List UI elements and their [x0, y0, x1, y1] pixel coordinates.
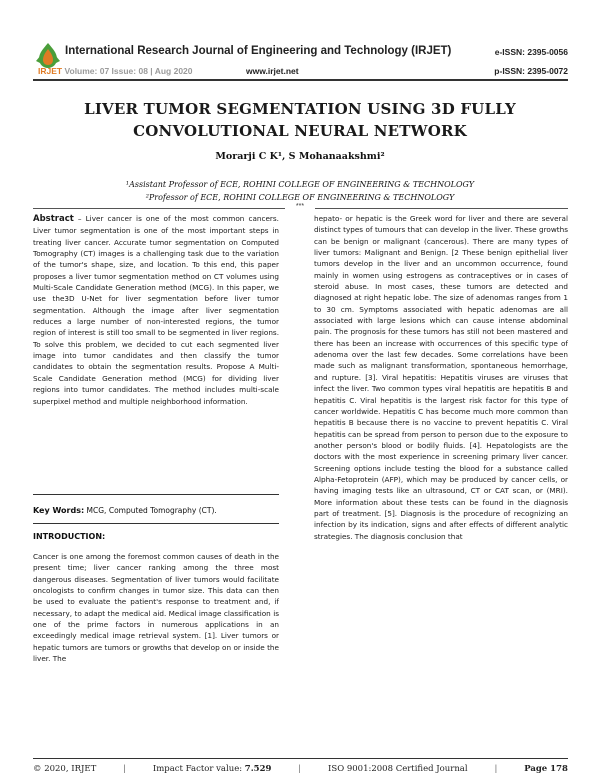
divider-mark: *** — [285, 203, 315, 210]
keywords — [33, 506, 279, 515]
keywords-text: MCG, Computed Tomography (CT). — [84, 506, 217, 515]
page-value: 178 — [550, 764, 568, 774]
logo-text: IRJET — [38, 66, 63, 76]
footer-sep-2: | — [298, 764, 302, 774]
page-label: Page — [524, 764, 551, 774]
abstract-block — [33, 213, 279, 407]
introduction-left-text — [33, 551, 279, 664]
journal-title: International Research Journal of Engineering and Technology (IRJET) — [65, 45, 452, 57]
keywords-bottom-rule — [33, 523, 279, 524]
volume-info — [38, 66, 193, 76]
affiliation-1: ¹Assistant Professor of ECE, ROHINI COLLEGE OF ENGINEERING & TECHNOLOGY — [125, 180, 475, 189]
introduction-heading: INTRODUCTION: — [33, 532, 106, 541]
footer-sep-3: | — [494, 764, 498, 774]
footer-divider — [33, 758, 568, 759]
impact-label: Impact Factor value: — [152, 764, 245, 774]
footer-sep-1: | — [123, 764, 127, 774]
affiliation-2: ²Professor of ECE, ROHINI COLLEGE OF ENGINEERING & TECHNOLOGY — [145, 193, 455, 202]
page-footer — [33, 764, 568, 774]
keywords-top-rule — [33, 494, 279, 495]
paper-title: LIVER TUMOR SEGMENTATION USING 3D FULLY CONVOLUTIONAL NEURAL NETWORK — [84, 100, 516, 140]
intro-left-paragraph: Cancer is one among the foremost common causes of death in the present time; liver cancer ranking among the three most dangerous diseases. Segmentation of liver tumors would facilitate oncologists to confirm changes in tumor size. This data can then be used to evaluate the patient's response to treatment and, if necessary, to adapt the medical aid. Medical image classification is one of the prime factors in numerous applications in an exceedingly medical image retrieval system. [1]. Liver tumors or hepatic tumors are tumors or growths that develop on or inside the liver. The — [33, 552, 279, 664]
p-issn: p-ISSN: 2395-0072 — [494, 66, 568, 76]
e-issn: e-ISSN: 2395-0056 — [494, 47, 568, 57]
abstract-label: Abstract — [33, 214, 74, 224]
impact-factor — [153, 764, 272, 774]
introduction-right-text — [314, 213, 568, 542]
iso-cert: ISO 9001:2008 Certified Journal — [328, 764, 468, 774]
abstract-text: – Liver cancer is one of the most common cancers. Liver tumor segmentation is one of the most important steps in treating liver cancer. Accurate tumor segmentation on Computed Tomography (CT) images is a challenging task due to the variation of the tumor's shape, size, and location. To this end, this paper proposes a liver tumor segmentation method on CT volumes using Multi-Scale Candidate Generation method (MCG). In this paper, we use the3D U-Net for liver segmentation before liver tumor segmentation. Although the image after liver segmentation reduces a large number of non-interested regions, the tumor region of interest is still too small to be segmented in liver regions. To solve this problem, we decided to cut each segmented liver image into tumor candidates and then classify the tumor candidates to obtain the segmentation results. Propose A Multi-Scale Candidate Generation method (MCG) for dividing liver regions into tumor candidates. The method includes multi-scale superpixel method and multiple neighborhood information. — [33, 214, 279, 406]
intro-right-paragraph: hepato- or hepatic is the Greek word for liver and there are several distinct types of tumours that can develop in the liver. These growths can be benign or malignant (cancerous). There are many types of liver tumors: Malignant and Benign. [2 These benign epithelial liver tumors develop in the liver and an uncommon occurrence, found mainly in women using estrogens as contraceptives or in cases of steroid abuse. In most cases, these tumors are detected and diagnosed at right hepatic lobe. The size of adenomas ranges from 1 to 30 cm. Symptoms associated with hepatic adenomas are all associated with large lesions which can cause intense abdominal pain. The prognosis for these tumors has still not been mastered and there has been an increase with occurrences of this specific type of adenoma over the last few decades. Some correlations have been made such as malignant transformation, spontaneous hemorrhage, and rupture. [3]. Viral hepatitis: Hepatitis viruses are viruses that infect the liver. Two common types viral hepatitis are hepatitis B and hepatitis C. Viral hepatitis is the largest risk factor for this type of cancer worldwide. Hepatitis C has become much more common than hepatitis B because there is no vaccine to prevent hepatitis C. Viral hepatitis can be spread from person to person due to the exposure to another person's blood or bodily fluids. [4]. Hepatologists are the doctors with the most experience in screening primary liver cancer. Screening options include testing the blood for a substance called Alpha-Fetoprotein (AFP), which may be produced by cancer cells, or having imaging tests like an ultrasound, CT or CAT scan, or (MRI). More information about these tests can be found in the diagnosis part of treatment. [5]. Diagnosis is the procedure of recognizing an infection by its indication, signs and after effects of different analytic strategies. The diagnosis conclusion that — [314, 214, 568, 541]
page-number — [524, 764, 568, 774]
paper-authors: Morarji C K¹, S Mohanaakshmi² — [215, 151, 385, 162]
footer-copyright: © 2020, IRJET — [33, 764, 97, 774]
keywords-label: Key Words: — [33, 506, 85, 515]
journal-url[interactable]: www.irjet.net — [246, 66, 299, 76]
impact-value: 7.529 — [244, 764, 272, 774]
header-divider — [33, 79, 568, 81]
volume-text: Volume: 07 Issue: 08 | Aug 2020 — [64, 66, 193, 76]
